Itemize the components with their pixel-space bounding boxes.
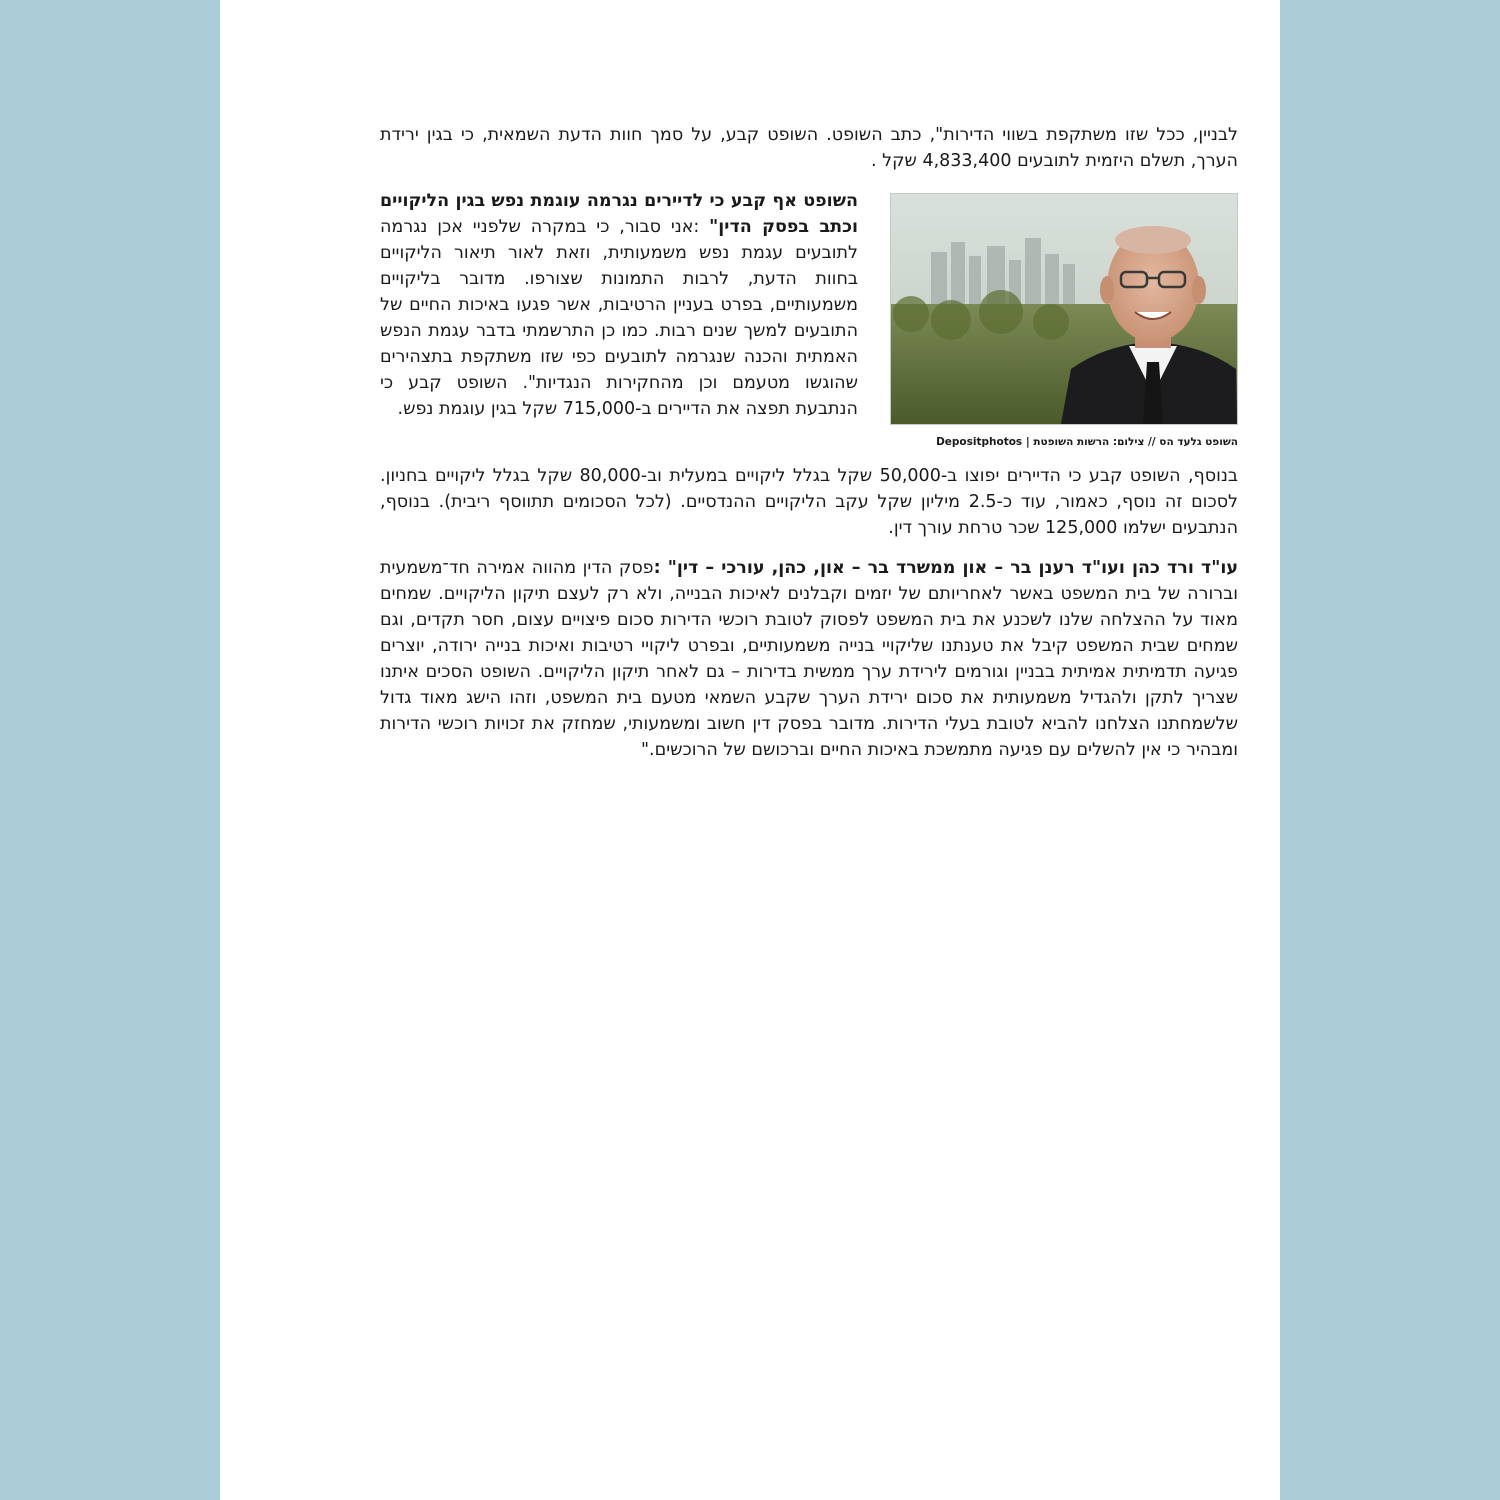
additional-compensation-paragraph: בנוסף, השופט קבע כי הדיירים יפוצו ב-50,000 שקל בגלל ליקויים במעלית וב-80,000 שקל בגלל ליקויים בחניון. לסכום זה נוסף, כאמור, עוד כ-2.5 מיליון שקל עקב הליקויים ההנדסיים. (לכל הסכומים תתווסף ריבית). בנוסף, הנתבעים ישלמו 125,000 שכר טרחת עורך דין. bbox=[380, 466, 1239, 538]
judge-quote-body: :אני סבור, כי במקרה שלפניי אכן נגרמה לתובעים עגמת נפש משמעותית, וזאת לאור תיאור הליקויים בחוות הדעת, לרבות התמונות שצורפו. מדובר בליקויים משמעותיים, בפרט בעניין הרטיבות, אשר פגעו באיכות החיים של התובעים למשך שנים רבות. כמו כן התרשמתי בדבר עגמת הנפש האמתית והכנה שנגרמה לתובעים כפי שזו משתקפת בתצהירים שהוגשו מטעמם וכן מהחקירות הנגדיות". השופט קבע כי הנתבעת תפצה את הדיירים ב-715,000 שקל בגין עוגמת נפש. bbox=[380, 217, 858, 419]
document-page bbox=[220, 0, 1280, 1500]
judge-quote-heading: השופט אף קבע כי לדיירים נגרמה עוגמת נפש בגין הליקויים וכתב בפסק הדין" bbox=[380, 191, 858, 237]
judge-figure bbox=[890, 193, 1238, 449]
judge-photo-image bbox=[891, 194, 1237, 424]
judge-quote-paragraph bbox=[380, 188, 858, 422]
lawyers-heading: עו"ד ורד כהן ועו"ד רענן בר – און ממשרד בר – און, כהן, עורכי – דין" : bbox=[653, 558, 1238, 578]
figure-section bbox=[380, 188, 1238, 449]
intro-paragraph: לבניין, ככל שזו משתקפת בשווי הדירות", כתב השופט. השופט קבע, על סמך חוות הדעת השמאית, כי בגין ירידת הערך, תשלם היזמית לתובעים 4,833,400 שקל . bbox=[380, 125, 1238, 171]
judge-photo bbox=[890, 193, 1238, 425]
lawyers-statement-paragraph bbox=[380, 555, 1238, 763]
lawyers-body: פסק הדין מהווה אמירה חד־משמעית וברורה של בית המשפט באשר לאחריותם של יזמים וקבלנים לאיכות הבנייה, ולא רק לעצם תיקון הליקויים. שמחים מאוד על ההצלחה שלנו לשכנע את בית המשפט לפסוק לטובת רוכשי הדירות סכום פיצויים עצום, חסר תקדים, וגם שמחים שבית המשפט קיבל את טענתנו שליקויי בנייה משמעותיים, ובפרט ליקויי רטיבות ואיכות בנייה ירודה, יוצרים פגיעה תדמיתית אמיתית בבניין וגורמים לירידת ערך ממשית בדירות – גם לאחר תיקון הליקויים. השופט הסכים איתנו שצריך לתקן ולהגדיל משמעותית את סכום ירידת הערך שקבע השמאי מטעם בית המשפט, וזהו הישג מאוד גדול שלשמחתנו הצלחנו להביא לטובת בעלי הדירות. מדובר בפסק דין חשוב ומשמעותי, שמחזק את זכויות רוכשי הדירות ומבהיר כי אין להשלים עם פגיעה מתמשכת באיכות החיים וברכושם של הרוכשים." bbox=[380, 558, 1238, 760]
article-body bbox=[380, 122, 1238, 763]
photo-caption: השופט גלעד הס // צילום: הרשות השופטת | Depositphotos bbox=[936, 436, 1238, 448]
